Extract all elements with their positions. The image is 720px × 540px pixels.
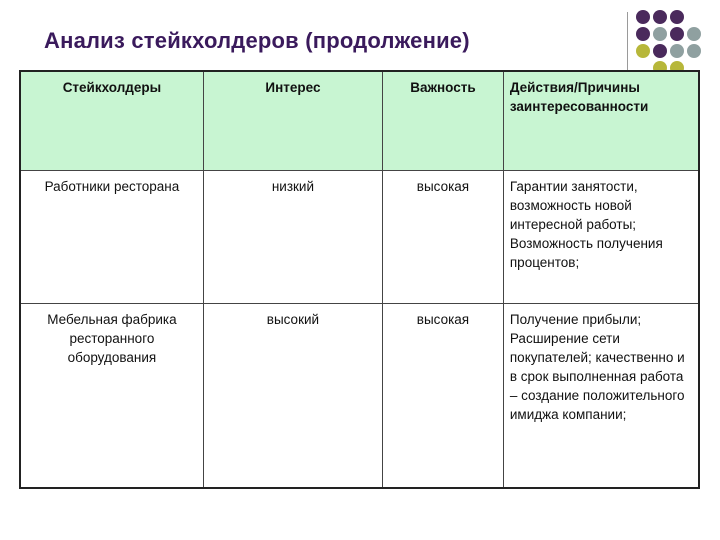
decor-dot bbox=[687, 44, 701, 58]
decor-dot bbox=[670, 10, 684, 24]
decor-dot bbox=[636, 44, 650, 58]
table-header-row bbox=[20, 71, 699, 170]
cell-stakeholder: Работники ресторана bbox=[20, 170, 203, 303]
table-row bbox=[20, 170, 699, 303]
decor-dot bbox=[636, 10, 650, 24]
stakeholder-table bbox=[19, 70, 700, 489]
decor-dot bbox=[670, 44, 684, 58]
decor-vertical-line bbox=[627, 12, 628, 74]
cell-reasons: Получение прибыли; Расширение сети покупателей; качественно и в срок выполненная работа – создание положительного имиджа компании; bbox=[503, 303, 699, 488]
cell-importance: высокая bbox=[383, 170, 504, 303]
table-row bbox=[20, 303, 699, 488]
header-interest: Интерес bbox=[203, 71, 382, 170]
header-reasons: Действия/Причины заинтересованности bbox=[503, 71, 699, 170]
decor-dot bbox=[687, 27, 701, 41]
cell-reasons: Гарантии занятости, возможность новой интересной работы; Возможность получения процентов; bbox=[503, 170, 699, 303]
header-stakeholders: Стейкхолдеры bbox=[20, 71, 203, 170]
header-importance: Важность bbox=[383, 71, 504, 170]
decor-dot bbox=[670, 27, 684, 41]
decor-dot bbox=[653, 27, 667, 41]
cell-importance: высокая bbox=[383, 303, 504, 488]
decor-dot bbox=[653, 10, 667, 24]
cell-interest: низкий bbox=[203, 170, 382, 303]
decor-dot bbox=[636, 27, 650, 41]
cell-interest: высокий bbox=[203, 303, 382, 488]
slide-title: Анализ стейкхолдеров (продолжение) bbox=[44, 28, 470, 53]
decor-dot bbox=[653, 44, 667, 58]
cell-stakeholder: Мебельная фабрика ресторанного оборудования bbox=[20, 303, 203, 488]
